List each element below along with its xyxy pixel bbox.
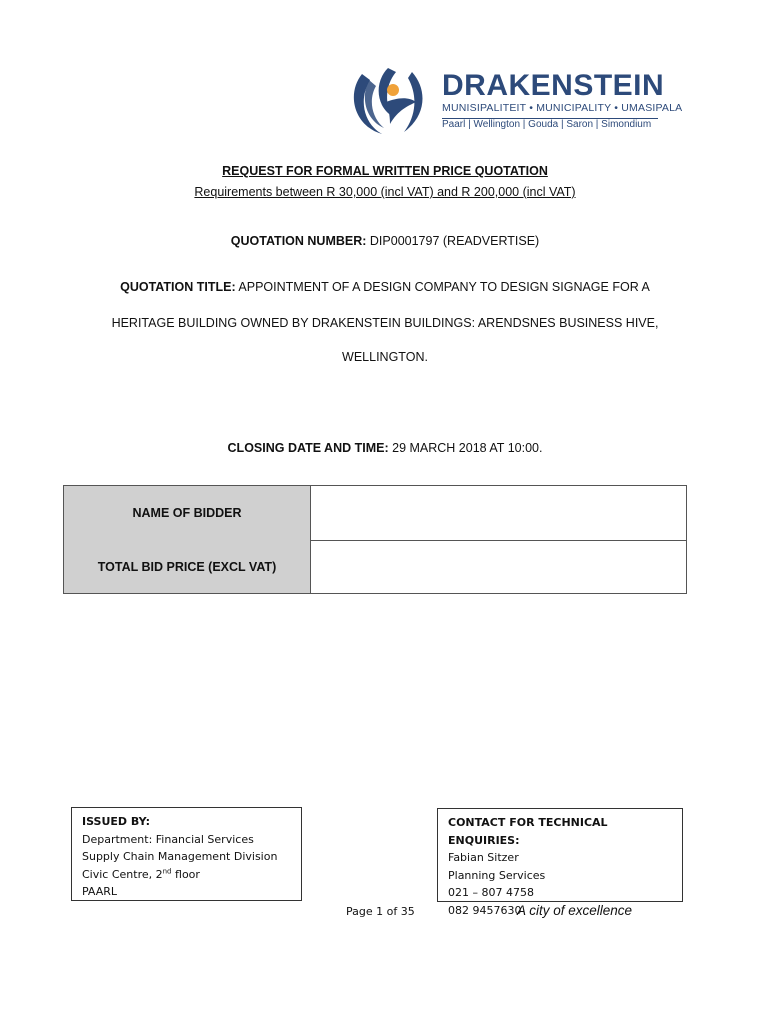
bidder-name-field[interactable] bbox=[311, 486, 686, 540]
issued-by-title: ISSUED BY: bbox=[82, 815, 151, 828]
page-number: Page 1 of 35 bbox=[346, 905, 415, 918]
contact-phone: 021 – 807 4758 bbox=[448, 886, 534, 899]
contact-name: Fabian Sitzer bbox=[448, 851, 519, 864]
quotation-title-line-2: HERITAGE BUILDING OWNED BY DRAKENSTEIN BUILDINGS: ARENDSNES BUSINESS HIVE, bbox=[111, 316, 659, 330]
issued-by-box bbox=[71, 807, 302, 901]
drakenstein-emblem-icon bbox=[352, 66, 430, 136]
document-title: REQUEST FOR FORMAL WRITTEN PRICE QUOTATION bbox=[222, 164, 548, 178]
table-row bbox=[64, 486, 686, 541]
quotation-number bbox=[0, 234, 770, 248]
total-bid-price-label: TOTAL BID PRICE (EXCL VAT) bbox=[64, 540, 311, 593]
logo-tagline: MUNISIPALITEIT • MUNICIPALITY • UMASIPALA bbox=[442, 102, 658, 119]
logo-name: DRAKENSTEIN bbox=[442, 69, 665, 102]
location-ordinal: nd bbox=[162, 866, 172, 875]
contact-title: CONTACT FOR TECHNICAL ENQUIRIES: bbox=[448, 816, 608, 847]
requirements-line: Requirements between R 30,000 (incl VAT) and R 200,000 (incl VAT) bbox=[194, 185, 576, 199]
bidder-name-label: NAME OF BIDDER bbox=[64, 486, 311, 540]
quotation-title-line-1 bbox=[0, 280, 770, 294]
quotation-number-value: DIP0001797 (READVERTISE) bbox=[369, 234, 540, 248]
closing-date-label: CLOSING DATE AND TIME: bbox=[227, 441, 389, 455]
quotation-title-label: QUOTATION TITLE: bbox=[120, 280, 236, 294]
contact-mobile: 082 9457630 bbox=[448, 903, 522, 917]
quotation-title-text-1: APPOINTMENT OF A DESIGN COMPANY TO DESIGN SIGNAGE FOR A bbox=[238, 280, 650, 294]
bidder-table bbox=[63, 485, 687, 594]
logo-towns: Paarl | Wellington | Gouda | Saron | Simondium bbox=[442, 119, 652, 130]
location-suffix: floor bbox=[171, 867, 200, 881]
quotation-title-line-3: WELLINGTON. bbox=[342, 350, 428, 364]
municipality-logo bbox=[352, 66, 683, 136]
location-prefix: Civic Centre, 2 bbox=[82, 867, 163, 881]
closing-date-value: 29 MARCH 2018 AT 10:00. bbox=[392, 441, 543, 455]
issued-by-location bbox=[82, 866, 291, 884]
issued-by-division: Supply Chain Management Division bbox=[82, 850, 278, 863]
footer-motto: A city of excellence bbox=[517, 903, 633, 918]
issued-by-city: PAARL bbox=[82, 885, 118, 898]
total-bid-price-field[interactable] bbox=[311, 540, 686, 593]
table-row bbox=[64, 540, 686, 593]
contact-department: Planning Services bbox=[448, 868, 546, 882]
closing-date bbox=[0, 441, 770, 455]
issued-by-department: Department: Financial Services bbox=[82, 832, 254, 846]
quotation-number-label: QUOTATION NUMBER: bbox=[230, 234, 367, 248]
